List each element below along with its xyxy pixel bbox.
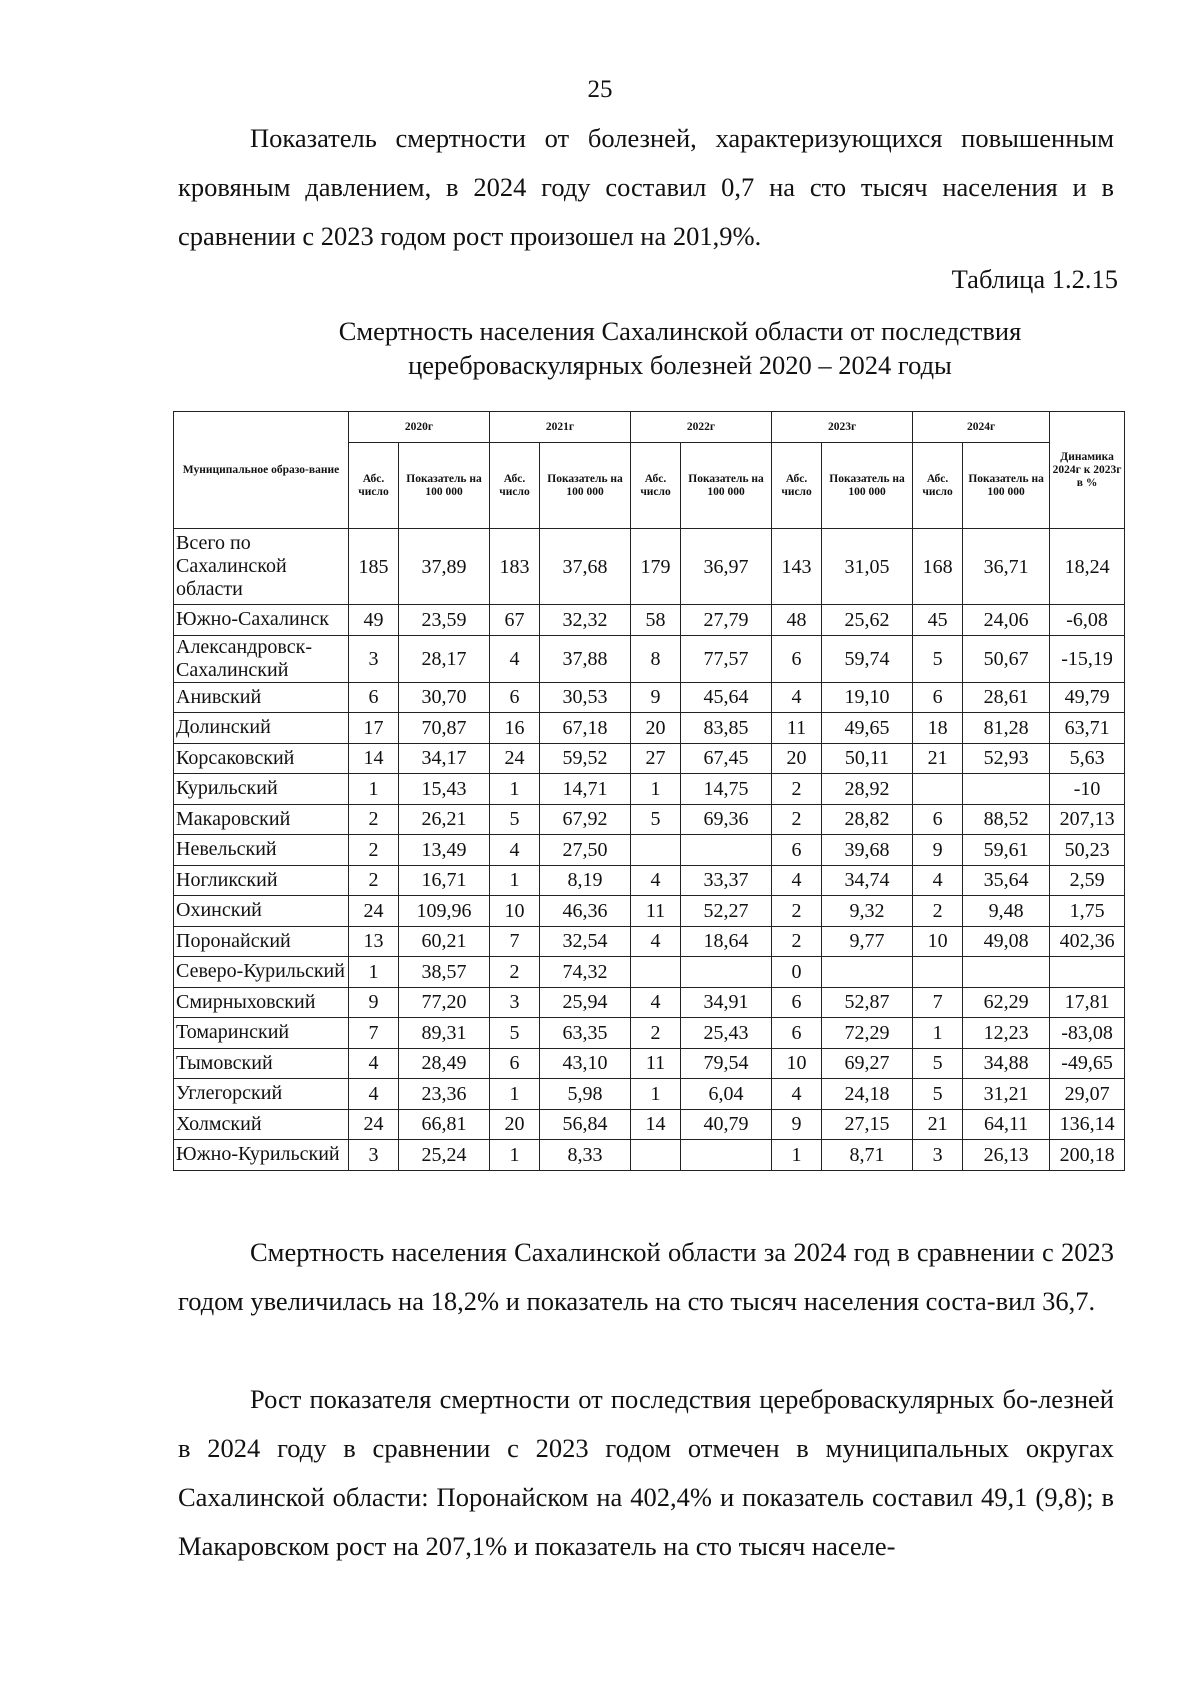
abs-cell: 45 (913, 605, 963, 636)
table-row (174, 804, 1125, 835)
dynamics-cell: 1,75 (1050, 896, 1125, 927)
abs-cell: 5 (913, 1079, 963, 1110)
rate-cell: 50,11 (822, 743, 913, 774)
dynamics-cell: 18,24 (1050, 529, 1125, 605)
abs-cell: 183 (490, 529, 540, 605)
rate-cell: 13,49 (399, 835, 490, 866)
rate-cell: 25,94 (540, 987, 631, 1018)
abs-cell: 11 (631, 896, 681, 927)
abs-cell: 7 (490, 926, 540, 957)
abs-cell: 2 (490, 957, 540, 988)
abs-cell: 1 (631, 1079, 681, 1110)
rate-cell (681, 957, 772, 988)
rate-cell: 28,49 (399, 1048, 490, 1079)
rate-cell: 83,85 (681, 713, 772, 744)
abs-cell: 6 (913, 804, 963, 835)
municipality-name: Охинский (174, 896, 349, 927)
abs-cell: 3 (490, 987, 540, 1018)
rate-cell: 77,57 (681, 635, 772, 682)
abs-cell: 5 (631, 804, 681, 835)
municipality-name: Ногликский (174, 865, 349, 896)
dynamics-cell: -49,65 (1050, 1048, 1125, 1079)
rate-cell: 49,65 (822, 713, 913, 744)
table-row (174, 743, 1125, 774)
abs-cell: 9 (349, 987, 399, 1018)
table-caption: Таблица 1.2.15 (951, 264, 1118, 294)
rate-cell (681, 835, 772, 866)
rate-cell: 77,20 (399, 987, 490, 1018)
municipality-name: Холмский (174, 1109, 349, 1140)
dynamics-cell: -10 (1050, 774, 1125, 805)
municipality-name: Углегорский (174, 1079, 349, 1110)
rate-cell: 39,68 (822, 835, 913, 866)
abs-cell: 1 (490, 865, 540, 896)
table-row (174, 713, 1125, 744)
abs-cell: 20 (631, 713, 681, 744)
municipality-name: Томаринский (174, 1018, 349, 1049)
municipality-name: Смирныховский (174, 987, 349, 1018)
rate-cell: 40,79 (681, 1109, 772, 1140)
rate-cell: 33,37 (681, 865, 772, 896)
abs-cell: 49 (349, 605, 399, 636)
table-row (174, 835, 1125, 866)
dynamics-cell: -83,08 (1050, 1018, 1125, 1049)
rate-cell: 19,10 (822, 682, 913, 713)
rate-cell: 26,13 (963, 1140, 1050, 1171)
rate-cell: 64,11 (963, 1109, 1050, 1140)
table-title-line-1: Смертность населения Сахалинской области от последствия (338, 316, 1022, 346)
dynamics-cell: 17,81 (1050, 987, 1125, 1018)
dynamics-cell: 402,36 (1050, 926, 1125, 957)
rate-cell: 34,91 (681, 987, 772, 1018)
rate-cell: 9,48 (963, 896, 1050, 927)
table-row (174, 774, 1125, 805)
rate-cell: 5,98 (540, 1079, 631, 1110)
abs-cell: 9 (631, 682, 681, 713)
table-body (174, 529, 1125, 1171)
table-title-line-2: цереброваскулярных болезней 2020 – 2024 годы (408, 350, 952, 380)
rate-cell: 28,82 (822, 804, 913, 835)
dynamics-cell: 29,07 (1050, 1079, 1125, 1110)
abs-cell: 1 (349, 774, 399, 805)
rate-header: Показатель на 100 000 (963, 443, 1050, 529)
rate-cell: 34,88 (963, 1048, 1050, 1079)
table-row (174, 1140, 1125, 1171)
abs-cell: 21 (913, 743, 963, 774)
abs-cell: 17 (349, 713, 399, 744)
rate-cell (963, 774, 1050, 805)
rate-cell: 27,15 (822, 1109, 913, 1140)
rate-cell: 26,21 (399, 804, 490, 835)
rate-cell: 70,87 (399, 713, 490, 744)
table-row (174, 1048, 1125, 1079)
municipality-name: Тымовский (174, 1048, 349, 1079)
abs-cell: 4 (631, 926, 681, 957)
abs-cell: 18 (913, 713, 963, 744)
rate-cell: 24,06 (963, 605, 1050, 636)
rate-cell: 14,75 (681, 774, 772, 805)
abs-cell (913, 774, 963, 805)
dynamics-cell: 49,79 (1050, 682, 1125, 713)
table-row (174, 1018, 1125, 1049)
table-total-row (174, 529, 1125, 605)
rate-cell: 28,61 (963, 682, 1050, 713)
mortality-table (173, 411, 1125, 1171)
dynamics-cell: 50,23 (1050, 835, 1125, 866)
rate-cell: 31,21 (963, 1079, 1050, 1110)
rate-cell: 37,88 (540, 635, 631, 682)
rate-cell: 34,17 (399, 743, 490, 774)
dynamics-cell: 63,71 (1050, 713, 1125, 744)
rate-header: Показатель на 100 000 (681, 443, 772, 529)
municipality-name: Невельский (174, 835, 349, 866)
abs-cell: 1 (772, 1140, 822, 1171)
dynamics-cell: -15,19 (1050, 635, 1125, 682)
abs-header: Абс. число (772, 443, 822, 529)
rate-cell: 12,23 (963, 1018, 1050, 1049)
year-header: 2022г (631, 412, 772, 443)
rate-cell: 89,31 (399, 1018, 490, 1049)
rate-cell: 81,28 (963, 713, 1050, 744)
rate-cell: 67,45 (681, 743, 772, 774)
abs-cell: 20 (490, 1109, 540, 1140)
abs-cell: 6 (490, 682, 540, 713)
abs-cell: 10 (772, 1048, 822, 1079)
municipality-name: Всего по Сахалинской области (174, 529, 349, 605)
table-row (174, 987, 1125, 1018)
abs-cell: 6 (913, 682, 963, 713)
abs-header: Абс. число (913, 443, 963, 529)
rate-cell: 31,05 (822, 529, 913, 605)
year-header: 2020г (349, 412, 490, 443)
abs-cell: 10 (490, 896, 540, 927)
abs-cell: 10 (913, 926, 963, 957)
table-row (174, 865, 1125, 896)
abs-cell: 11 (772, 713, 822, 744)
rate-cell: 49,08 (963, 926, 1050, 957)
abs-cell: 6 (349, 682, 399, 713)
rate-cell: 43,10 (540, 1048, 631, 1079)
table-row (174, 1079, 1125, 1110)
rate-cell: 59,52 (540, 743, 631, 774)
municipality-name: Южно-Курильский (174, 1140, 349, 1171)
rate-cell: 36,71 (963, 529, 1050, 605)
abs-cell: 179 (631, 529, 681, 605)
municipality-name: Макаровский (174, 804, 349, 835)
abs-cell: 4 (772, 865, 822, 896)
abs-header: Абс. число (349, 443, 399, 529)
rate-cell: 8,19 (540, 865, 631, 896)
rate-cell: 30,53 (540, 682, 631, 713)
abs-cell: 14 (349, 743, 399, 774)
municipality-name: Корсаковский (174, 743, 349, 774)
year-header: 2021г (490, 412, 631, 443)
abs-cell: 48 (772, 605, 822, 636)
abs-cell: 1 (349, 957, 399, 988)
municipality-name: Поронайский (174, 926, 349, 957)
abs-cell: 13 (349, 926, 399, 957)
abs-cell: 1 (490, 774, 540, 805)
rate-cell: 27,50 (540, 835, 631, 866)
abs-cell: 5 (913, 635, 963, 682)
abs-cell: 6 (772, 1018, 822, 1049)
abs-cell: 2 (913, 896, 963, 927)
dynamics-cell (1050, 957, 1125, 988)
abs-cell: 9 (913, 835, 963, 866)
rate-cell: 35,64 (963, 865, 1050, 896)
rate-cell: 25,43 (681, 1018, 772, 1049)
rate-cell: 74,32 (540, 957, 631, 988)
abs-cell (631, 1140, 681, 1171)
abs-cell: 7 (349, 1018, 399, 1049)
dynamics-cell: 207,13 (1050, 804, 1125, 835)
rate-cell: 52,87 (822, 987, 913, 1018)
rate-cell: 9,32 (822, 896, 913, 927)
abs-cell: 2 (772, 896, 822, 927)
rate-cell: 60,21 (399, 926, 490, 957)
rate-cell: 46,36 (540, 896, 631, 927)
rate-header: Показатель на 100 000 (399, 443, 490, 529)
rate-cell: 67,18 (540, 713, 631, 744)
rate-cell: 62,29 (963, 987, 1050, 1018)
rate-cell: 52,27 (681, 896, 772, 927)
rate-cell: 32,32 (540, 605, 631, 636)
abs-cell: 1 (490, 1140, 540, 1171)
rate-cell: 37,68 (540, 529, 631, 605)
abs-cell: 6 (490, 1048, 540, 1079)
dynamics-cell: -6,08 (1050, 605, 1125, 636)
rate-cell: 24,18 (822, 1079, 913, 1110)
abs-cell: 16 (490, 713, 540, 744)
abs-cell: 4 (772, 1079, 822, 1110)
rate-cell: 23,59 (399, 605, 490, 636)
dynamics-cell: 200,18 (1050, 1140, 1125, 1171)
abs-cell: 4 (490, 635, 540, 682)
rate-cell: 63,35 (540, 1018, 631, 1049)
abs-cell: 2 (772, 926, 822, 957)
rate-cell: 79,54 (681, 1048, 772, 1079)
abs-cell: 5 (490, 1018, 540, 1049)
abs-cell: 24 (349, 1109, 399, 1140)
abs-cell: 168 (913, 529, 963, 605)
abs-cell: 8 (631, 635, 681, 682)
municipality-name: Северо-Курильский (174, 957, 349, 988)
abs-cell: 1 (913, 1018, 963, 1049)
municipality-name: Александровск-Сахалинский (174, 635, 349, 682)
rate-cell: 37,89 (399, 529, 490, 605)
abs-header: Абс. число (490, 443, 540, 529)
table-row (174, 957, 1125, 988)
rate-cell (822, 957, 913, 988)
rate-cell: 36,97 (681, 529, 772, 605)
abs-cell: 143 (772, 529, 822, 605)
abs-cell: 5 (490, 804, 540, 835)
table-row (174, 605, 1125, 636)
abs-cell: 6 (772, 635, 822, 682)
rate-cell: 25,62 (822, 605, 913, 636)
rate-cell: 15,43 (399, 774, 490, 805)
abs-cell: 24 (349, 896, 399, 927)
rate-cell: 56,84 (540, 1109, 631, 1140)
abs-cell: 1 (490, 1079, 540, 1110)
rate-cell: 52,93 (963, 743, 1050, 774)
rate-cell: 34,74 (822, 865, 913, 896)
rate-cell (681, 1140, 772, 1171)
rate-cell: 59,74 (822, 635, 913, 682)
abs-cell: 4 (349, 1048, 399, 1079)
abs-cell (631, 835, 681, 866)
rate-cell: 27,79 (681, 605, 772, 636)
rate-cell: 59,61 (963, 835, 1050, 866)
rate-cell: 18,64 (681, 926, 772, 957)
table-row (174, 1109, 1125, 1140)
abs-cell: 3 (349, 1140, 399, 1171)
abs-cell: 14 (631, 1109, 681, 1140)
rate-cell: 69,36 (681, 804, 772, 835)
rate-cell: 28,92 (822, 774, 913, 805)
abs-cell: 5 (913, 1048, 963, 1079)
abs-cell: 58 (631, 605, 681, 636)
abs-cell: 2 (772, 774, 822, 805)
rate-cell: 88,52 (963, 804, 1050, 835)
growth-paragraph: Рост показателя смертности от последствия цереброваскулярных бо-лезней в 2024 году в сравнении с 2023 годом отмечен в муниципальных округах Сахалинской области: Поронайском на 402,4% и показатель составил 49,1 (9,8); в Макаровском рост на 207,1% и показатель на сто тысяч населе- (178, 1384, 1114, 1561)
abs-cell: 20 (772, 743, 822, 774)
rate-cell: 109,96 (399, 896, 490, 927)
page-number: 25 (587, 76, 613, 103)
abs-cell: 2 (349, 835, 399, 866)
abs-cell: 2 (349, 804, 399, 835)
abs-cell: 4 (349, 1079, 399, 1110)
rate-cell (963, 957, 1050, 988)
dynamics-header: Динамика 2024г к 2023г в % (1050, 412, 1125, 529)
rate-cell: 38,57 (399, 957, 490, 988)
rate-cell: 66,81 (399, 1109, 490, 1140)
rate-header: Показатель на 100 000 (822, 443, 913, 529)
rate-cell: 9,77 (822, 926, 913, 957)
abs-cell: 2 (631, 1018, 681, 1049)
rate-header: Показатель на 100 000 (540, 443, 631, 529)
abs-cell: 3 (913, 1140, 963, 1171)
abs-cell: 11 (631, 1048, 681, 1079)
table-title (310, 314, 1050, 382)
rate-cell: 45,64 (681, 682, 772, 713)
rate-cell: 72,29 (822, 1018, 913, 1049)
year-header: 2024г (913, 412, 1050, 443)
municipality-header: Муниципальное образо-вание (174, 412, 349, 529)
municipality-name: Южно-Сахалинск (174, 605, 349, 636)
abs-cell: 4 (631, 987, 681, 1018)
municipality-name: Курильский (174, 774, 349, 805)
rate-cell: 8,33 (540, 1140, 631, 1171)
rate-cell: 28,17 (399, 635, 490, 682)
table-row (174, 682, 1125, 713)
summary-paragraph: Смертность населения Сахалинской области за 2024 год в сравнении с 2023 годом увеличилась на 18,2% и показатель на сто тысяч населения соста-вил 36,7. (178, 1237, 1114, 1316)
rate-cell: 16,71 (399, 865, 490, 896)
table-row (174, 926, 1125, 957)
rate-cell: 67,92 (540, 804, 631, 835)
abs-cell: 185 (349, 529, 399, 605)
abs-cell: 24 (490, 743, 540, 774)
table-row (174, 896, 1125, 927)
abs-cell: 67 (490, 605, 540, 636)
abs-cell (631, 957, 681, 988)
rate-cell: 69,27 (822, 1048, 913, 1079)
table-row (174, 635, 1125, 682)
rate-cell: 32,54 (540, 926, 631, 957)
abs-cell: 3 (349, 635, 399, 682)
abs-cell: 4 (631, 865, 681, 896)
abs-cell: 1 (631, 774, 681, 805)
rate-cell: 30,70 (399, 682, 490, 713)
abs-cell: 27 (631, 743, 681, 774)
abs-cell: 6 (772, 987, 822, 1018)
abs-cell: 9 (772, 1109, 822, 1140)
abs-cell (913, 957, 963, 988)
rate-cell: 6,04 (681, 1079, 772, 1110)
abs-cell: 2 (772, 804, 822, 835)
rate-cell: 25,24 (399, 1140, 490, 1171)
abs-cell: 6 (772, 835, 822, 866)
intro-paragraph: Показатель смертности от болезней, характеризующихся повышенным кровяным давлением, в 2024 году составил 0,7 на сто тысяч населения и в сравнении с 2023 годом рост произошел на 201,9%. (178, 123, 1114, 251)
municipality-name: Долинский (174, 713, 349, 744)
dynamics-cell: 5,63 (1050, 743, 1125, 774)
abs-cell: 0 (772, 957, 822, 988)
abs-cell: 21 (913, 1109, 963, 1140)
rate-cell: 50,67 (963, 635, 1050, 682)
rate-cell: 8,71 (822, 1140, 913, 1171)
municipality-name: Анивский (174, 682, 349, 713)
abs-cell: 2 (349, 865, 399, 896)
abs-cell: 7 (913, 987, 963, 1018)
abs-cell: 4 (913, 865, 963, 896)
year-header: 2023г (772, 412, 913, 443)
dynamics-cell: 2,59 (1050, 865, 1125, 896)
rate-cell: 23,36 (399, 1079, 490, 1110)
rate-cell: 14,71 (540, 774, 631, 805)
abs-header: Абс. число (631, 443, 681, 529)
abs-cell: 4 (490, 835, 540, 866)
abs-cell: 4 (772, 682, 822, 713)
dynamics-cell: 136,14 (1050, 1109, 1125, 1140)
